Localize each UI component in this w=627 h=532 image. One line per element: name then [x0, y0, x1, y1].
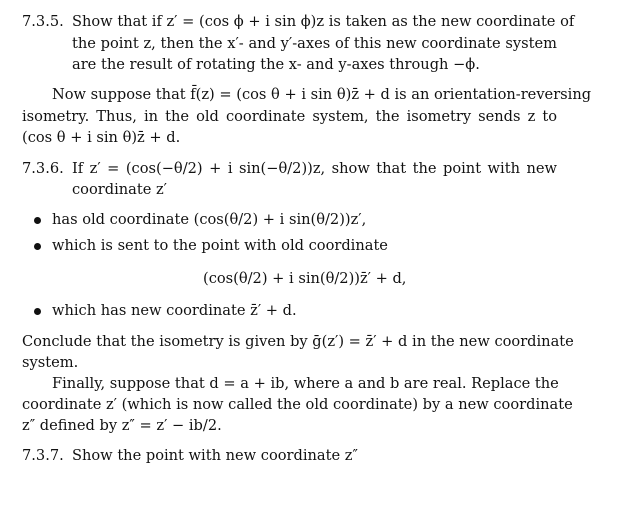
exercise-number-7-3-6: 7.3.6. — [22, 160, 64, 177]
finally-paragraph-line-1: Finally, suppose that d = a + ib, where a and b are real. Replace the — [52, 375, 559, 392]
bullet-dot-1 — [34, 217, 41, 224]
bullet-dot-2 — [34, 243, 41, 250]
display-equation: (cos(θ/2) + i sin(θ/2))z̄′ + d, — [203, 270, 407, 287]
exercise-7-3-5-line-1: Show that if z′ = (cos ϕ + i sin ϕ)z is taken as the new coordinate of — [72, 13, 575, 30]
exercise-7-3-5-line-3: are the result of rotating the x- and y-axes through −ϕ. — [72, 56, 480, 73]
finally-paragraph-line-2: coordinate z′ (which is now called the old coordinate) by a new coordinate — [22, 396, 573, 413]
exercise-number-7-3-5: 7.3.5. — [22, 13, 64, 30]
bullet-item-2: which is sent to the point with old coordinate — [52, 237, 388, 254]
bullet-item-3: which has new coordinate z̄′ + d. — [52, 302, 297, 319]
suppose-paragraph-line-1: Now suppose that f̄(z) = (cos θ + i sin θ)z̄ + d is an orientation-reversing — [52, 86, 592, 103]
suppose-paragraph-line-3: (cos θ + i sin θ)z̄ + d. — [22, 129, 181, 146]
suppose-paragraph-line-2: isometry. Thus, in the old coordinate system, the isometry sends z to — [22, 108, 557, 125]
exercise-7-3-7-text: Show the point with new coordinate z″ — [72, 447, 358, 464]
exercise-7-3-6-line-2: coordinate z′ — [72, 181, 167, 198]
conclude-paragraph-line-2: system. — [22, 354, 79, 371]
bullet-dot-3 — [34, 308, 41, 315]
conclude-paragraph-line-1: Conclude that the isometry is given by ḡ(z′) = z̄′ + d in the new coordinate — [22, 333, 574, 350]
exercise-number-7-3-7: 7.3.7. — [22, 447, 64, 464]
exercise-7-3-5-line-2: the point z, then the x′- and y′-axes of this new coordinate system — [72, 35, 557, 52]
finally-paragraph-line-3: z″ defined by z″ = z′ − ib/2. — [22, 417, 222, 434]
exercise-7-3-6-line-1: If z′ = (cos(−θ/2) + i sin(−θ/2))z, show that the point with new — [72, 160, 557, 177]
bullet-item-1: has old coordinate (cos(θ/2) + i sin(θ/2))z′, — [52, 211, 367, 228]
